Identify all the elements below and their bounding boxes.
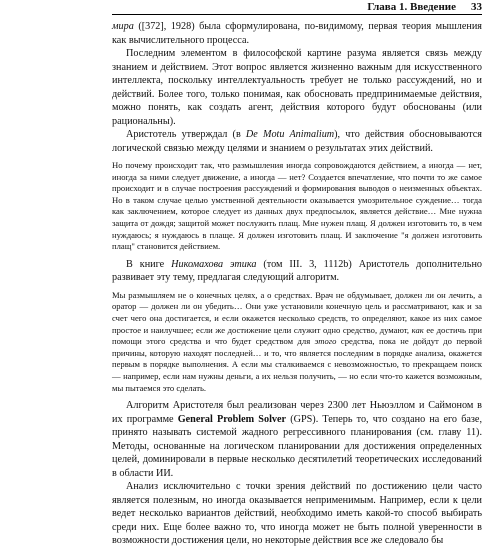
quote-segment: ее достичь при помощи этого средства и что будет средством для: [112, 324, 482, 347]
quote-segment: Мы размышляем не о конечных целях, а о средствах. Врач не обдумывает, должен ли он лечить, а оратор — должен ли он убедить… Они уже установили конечную цель и рассматривают, как и за счет чего она достигается, и если окажется несколько средств, то определяют, какое из них самое простое и наилучшее; если же достижение цели служит одно средство, думают,: [112, 289, 482, 335]
quote-text: [112, 290, 482, 394]
chapter-title: Глава 1. Введение: [367, 1, 456, 13]
block-quote-1: [112, 160, 482, 253]
paragraph-3: [112, 128, 482, 155]
paragraph-6: Анализ исключительно с точки зрения действий по достижению цели часто является полезным, но иногда оказывается неприменимым. Например, если к цели ведет несколько вариантов действий, необходимо иметь какой-то способ выбирать среди них. Еще более важно то, что иногда может не быть полной уверенности в возможности достижения цели, но некоторые действия все же следовало бы: [112, 481, 482, 547]
paragraph-5: [112, 399, 482, 480]
body-text: [112, 20, 482, 548]
paragraph-2: Последним элементом в философской картине разума является связь между знанием и действием. Этот вопрос является жизненно важным для искусственного интеллекта, поскольку интеллектуальность требует не только рассуждений, но и действий. Более того, только понимая, как обосновать предпринимаемые действия, можно понять, как создать агент, действия которого будут обоснованы (или рациональны).: [112, 48, 482, 127]
italic-term: мира: [112, 21, 134, 32]
header-rule: [112, 14, 482, 15]
paragraph-text: Алгоритм Аристотеля был реализован через 2300 лет Ньюэллом и Саймоном в их программе: [112, 400, 482, 425]
italic-word: как: [411, 324, 424, 335]
paragraph-text: (том III. 3, 1112b) Аристотель дополнительно развивает эту тему, предлагая следующий алгоритм.: [112, 258, 483, 284]
italic-title: Никомахова этика: [171, 258, 257, 270]
paragraph-text: ([372], 1928) была сформулирована, по-видимому, первая теория мышления как вычислительного процесса.: [112, 21, 482, 46]
bold-term: General Problem Solver: [177, 413, 287, 425]
paragraph-4: [112, 258, 482, 285]
running-header: [0, 0, 500, 18]
italic-word: этого: [314, 336, 337, 347]
page-number: 33: [471, 1, 482, 13]
paragraph-text: (GPS). Теперь то, что создано на его базе, принято называть системой жадного регрессивного планирования (см. главу 11). Методы, основанные на логическом планировании для достижения определенных целей, доминировали в первые несколько десятилетий теоретических исследований в области ИИ.: [112, 413, 482, 479]
paragraph-text: Аристотель утверждал (в: [126, 129, 246, 140]
italic-title: De Motu Animalium: [245, 129, 335, 140]
quote-text: Но почему происходит так, что размышления иногда сопровождаются действием, а иногда — нет, иногда за ними следует движение, а иногда — нет? Создается впечатление, что почти то же самое происходит и в случае построения рассуждений и формирования выводов о неизменных объектах. Но в таком случае целью умственной деятельности оказывается умозрительное суждение… тогда как заключением, которое следует из данных двух предпосылок, является действие… Мне нужна защита от дождя; защитой может послужить плащ. Мне нужен плащ. Я должен изготовить то, в чем нуждаюсь; я нуждаюсь в плаще. Я должен изготовить плащ. И заключение "я должен изготовить плащ" становится действием.: [112, 160, 482, 252]
paragraph-text: ), что действия обосновываются логической связью между целями и знанием о результатах этих действий.: [112, 129, 482, 154]
paragraph-text: В книге: [126, 258, 172, 270]
paragraph-1: [112, 20, 482, 47]
block-quote-2: [112, 290, 482, 394]
quote-segment: средства, пока не дойдут до первой причины, которую находят последней… и то, что является последним в порядке анализа, окажется первым в порядке выполнения. А если мы сталкиваемся с невозможностью, то прекращаем поиск — например, если нам нужны деньги, а их нельзя получить, — но если что-то кажется возможным, мы пытаемся это сделать.: [112, 336, 482, 393]
